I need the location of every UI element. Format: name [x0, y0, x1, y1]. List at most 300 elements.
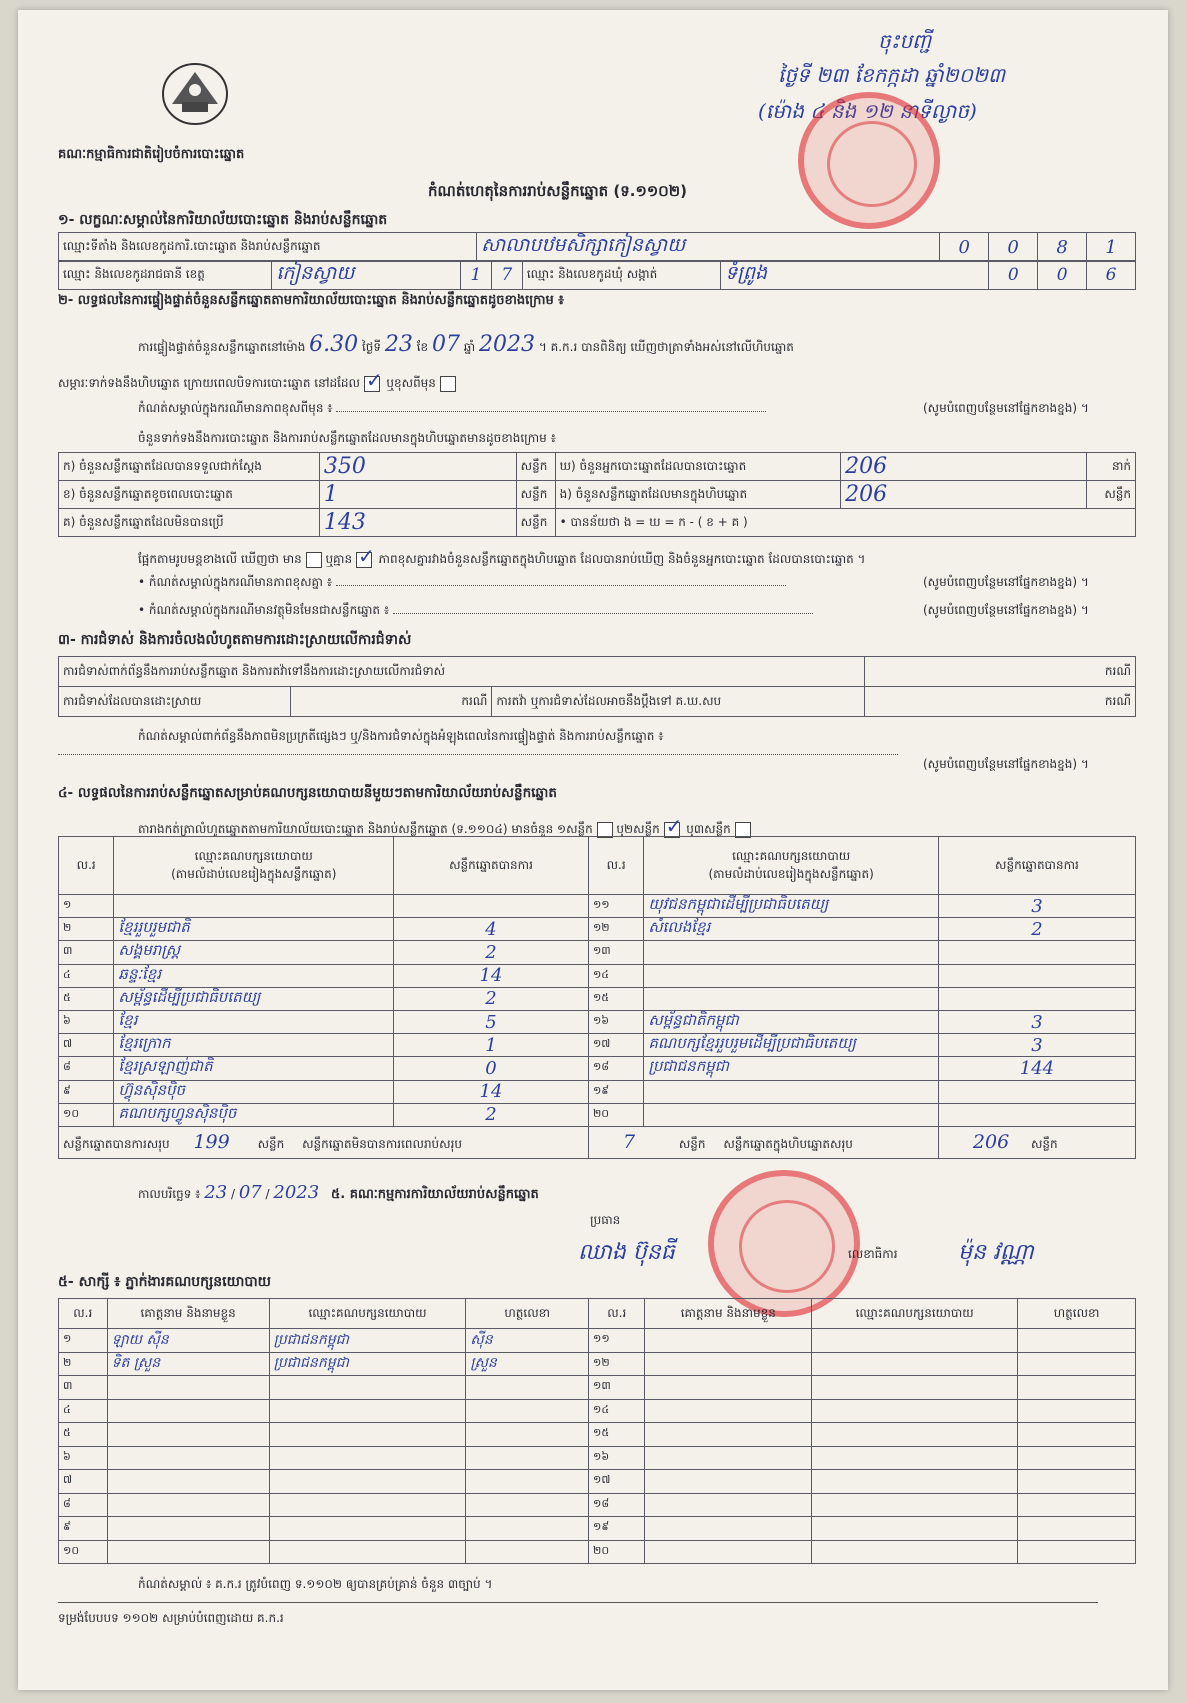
col-no: ល.រ: [59, 837, 114, 895]
witness-row: [59, 1517, 1136, 1541]
complaints-unit: ករណី: [864, 657, 1135, 687]
commune-code-1: 0: [989, 261, 1038, 290]
bullet-nonballot-line: [393, 613, 813, 614]
witness-name: [107, 1446, 269, 1470]
witness-signature: [1018, 1446, 1136, 1470]
party-name: ឆន្ទៈខ្មែរ: [114, 964, 394, 987]
col-votes: សន្លឹកឆ្នោតបានការ: [394, 837, 589, 895]
party-name: ខ្មែរ: [114, 1010, 394, 1033]
commune-label: ឈ្មោះ និងលេខកូដឃុំ សង្កាត់: [522, 261, 720, 290]
different-label: ឬខុសពីមុន: [386, 376, 436, 390]
irregularities-line: [58, 754, 898, 755]
witness-party: ប្រជាជនកម្ពុជា: [269, 1352, 466, 1376]
table-row: [59, 918, 1136, 941]
witness-signature: [466, 1470, 589, 1494]
date-line: កាលបរិច្ឆេទ ៖ 23 / 07 / 2023 ៥. គណៈកម្មការការិយាល័យរាប់សន្លឹកឆ្នោត: [138, 1182, 539, 1203]
in-box-value: 206: [841, 481, 1087, 509]
witness-name: [107, 1517, 269, 1541]
party-name: [644, 964, 939, 987]
station-info-table: [58, 232, 1136, 262]
party-name: សម្ព័ន្ធដើម្បីប្រជាធិបតេយ្យ: [114, 987, 394, 1010]
col-party: [114, 837, 394, 895]
location-table: [58, 260, 1136, 290]
witness-name: [107, 1376, 269, 1400]
party-votes: [938, 941, 1135, 964]
witness-name: [107, 1493, 269, 1517]
difference-note-label: កំណត់សម្គាល់ក្នុងករណីមានភាពខុសពីមុន ៖: [138, 401, 333, 415]
party-name: យុវជនកម្ពុជាដើម្បីប្រជាធិបតេយ្យ: [644, 895, 939, 918]
president-label: ប្រធាន: [590, 1213, 621, 1227]
party-no: ១៥: [588, 987, 643, 1010]
checkmark-icon: ✓: [665, 814, 683, 838]
seal-status-text: សម្ភារៈទាក់ទងនឹងហិបឆ្នោត ក្រោយពេលបិទការបោះឆ្នោត នៅដដែល: [58, 376, 360, 390]
witness-signature: [1018, 1399, 1136, 1423]
witness-party: [812, 1423, 1018, 1447]
witness-signature: [1018, 1493, 1136, 1517]
total-box-unit: សន្លឹក: [1031, 1136, 1058, 1151]
table-row: [59, 1103, 1136, 1126]
table-row: [59, 1080, 1136, 1103]
witness-signature: ស្រួន: [466, 1352, 589, 1376]
total-invalid-label: សន្លឹកឆ្នោតមិនបានការពេលរាប់សរុប: [302, 1136, 463, 1151]
witness-row: [59, 1329, 1136, 1353]
witness-row: [59, 1376, 1136, 1400]
party-name: សម្ព័ន្ធជាតិកម្ពុជា: [644, 1010, 939, 1033]
count-intro: ចំនួនទាក់ទងនឹងការបោះឆ្នោត និងការរាប់សន្លឹកឆ្នោតដែលមានក្នុងហិបឆ្នោតមានដូចខាងក្រោម ៖: [138, 431, 556, 445]
section5-heading: ៥- សាក្សី ៖ ភ្នាក់ងារគណបក្សនយោបាយ: [58, 1274, 272, 1290]
verification-time: 6.30: [309, 332, 359, 357]
president-signature: ឈាង ប៊ុនធី: [578, 1240, 675, 1265]
unused-unit: សន្លឹក: [516, 509, 555, 537]
has-discrepancy-checkbox[interactable]: [306, 552, 322, 568]
witness-party: [812, 1329, 1018, 1353]
party-no: ១: [59, 895, 114, 918]
party-no: ១១: [588, 895, 643, 918]
witness-name: [645, 1423, 812, 1447]
checkmark-icon: ✓: [357, 544, 375, 568]
w-col-no-right: ល.រ: [589, 1299, 645, 1329]
party-no: ១៩: [588, 1080, 643, 1103]
nec-emblem-icon: [158, 58, 232, 128]
discrepancy-line: [138, 544, 865, 569]
party-votes: [938, 987, 1135, 1010]
section3-heading: ៣- ការជំទាស់ និងការចំលងលំហូតតាមការដោះស្រាយលើការជំទាស់: [58, 632, 412, 648]
irregularities-note: កំណត់សម្គាល់ពាក់ព័ន្ធនឹងភាពមិនប្រក្រតីផ្សេងៗ ឬ/និងការជំទាស់ក្នុងអំឡុងពេលនៃការផ្ទៀងផ្ទាត់ និងការរាប់សន្លឹកឆ្នោត ៖: [138, 729, 664, 743]
resolved-label: ការជំទាស់ដែលបានដោះស្រាយ: [59, 687, 291, 717]
witness-no: ១២: [589, 1352, 645, 1376]
fill-back-note-2: (សូមបំពេញបន្ថែមនៅផ្នែកខាងខ្នង) ។: [923, 575, 1089, 589]
received-value: 350: [319, 453, 516, 481]
table-row: [59, 1057, 1136, 1080]
party-no: ៩: [59, 1080, 114, 1103]
in-box-label: ង) ចំនួនសន្លឹកឆ្នោតដែលមានក្នុងហិបឆ្នោត: [555, 481, 840, 509]
discrepancy-none-label: ឬគ្មាន: [325, 552, 353, 566]
witness-party: [269, 1540, 466, 1564]
checkmark-icon: ✓: [365, 368, 383, 392]
spoiled-unit: សន្លឹក: [516, 481, 555, 509]
party-name: សង្គមរាស្ត្រ: [114, 941, 394, 964]
formula: • បានន័យថា ង = ឃ = ក - ( ខ + គ ): [555, 509, 1135, 537]
province-label: ឈ្មោះ និងលេខកូដរាជធានី ខេត្ត: [59, 261, 272, 290]
party-no: ៤: [59, 964, 114, 987]
party-votes: 14: [394, 1080, 589, 1103]
witness-party: [812, 1352, 1018, 1376]
footer-divider: [58, 1602, 1098, 1603]
party-votes: 3: [938, 1010, 1135, 1033]
date-day: 23: [204, 1182, 228, 1203]
bullet-nonballot-label: • កំណត់សម្គាល់ក្នុងករណីមានវត្ថុមិនមែនជាសន្លឹកឆ្នោត ៖: [138, 603, 390, 617]
witness-party: [269, 1446, 466, 1470]
witness-no: ១៤: [589, 1399, 645, 1423]
w-col-party-right: ឈ្មោះគណបក្សនយោបាយ: [812, 1299, 1018, 1329]
witness-no: ១៧: [589, 1470, 645, 1494]
witness-no: ១០: [59, 1540, 108, 1564]
secretary-signature: ម៉ុន វណ្ណា: [958, 1240, 1034, 1265]
witness-name: [107, 1540, 269, 1564]
fill-back-note-3: (សូមបំពេញបន្ថែមនៅផ្នែកខាងខ្នង) ។: [923, 603, 1089, 617]
witness-name: [645, 1493, 812, 1517]
witness-no: ១៨: [589, 1493, 645, 1517]
bullet-diff-label: • កំណត់សម្គាល់ក្នុងករណីមានភាពខុសគ្នា ៖: [138, 575, 333, 589]
bullet-diff: [138, 574, 918, 592]
witness-row: [59, 1470, 1136, 1494]
party-name: [644, 987, 939, 1010]
total-invalid-value: 7: [622, 1130, 636, 1153]
party-no: ៦: [59, 1010, 114, 1033]
month-label: ខែ: [416, 340, 429, 354]
verification-day: 23: [384, 332, 413, 357]
discrepancy-has-label: ផ្អែកតាមរូបមន្តខាងលើ ឃើញថា មាន: [138, 552, 302, 566]
org-name: គណៈកម្មាធិការជាតិរៀបចំការបោះឆ្នោត: [58, 147, 245, 162]
seal-status-line: [58, 368, 456, 393]
station-code-4: 1: [1087, 233, 1136, 262]
w-col-sign: ហត្ថលេខា: [466, 1299, 589, 1329]
party-name: [114, 895, 394, 918]
commune-code-3: 6: [1087, 261, 1136, 290]
party-votes: 2: [938, 918, 1135, 941]
witness-signature: [466, 1446, 589, 1470]
witness-party: [812, 1376, 1018, 1400]
table-row: [59, 987, 1136, 1010]
party-name: [644, 1080, 939, 1103]
party-no: ១៣: [588, 941, 643, 964]
corner-note-2: ថ្ងៃទី ២៣ ខែកក្កដា ឆ្នាំ២០២៣: [778, 63, 1006, 87]
party-no: ១៤: [588, 964, 643, 987]
total-valid-label: សន្លឹកឆ្នោតបានការសរុប: [63, 1136, 170, 1151]
form-note: ទម្រង់បែបបទ ១១០២ សម្រាប់បំពេញដោយ គ.ក.រ: [58, 1611, 284, 1625]
witness-name: [645, 1399, 812, 1423]
witness-party: [269, 1423, 466, 1447]
party-votes: 14: [394, 964, 589, 987]
witness-name: ទិត ស្រួន: [107, 1352, 269, 1376]
witness-signature: [1018, 1540, 1136, 1564]
party-no: ១៨: [588, 1057, 643, 1080]
in-box-unit: សន្លឹក: [1087, 481, 1136, 509]
party-name: ខ្មែរក្រោក: [114, 1034, 394, 1057]
section4-heading: ៤- លទ្ធផលនៃការរាប់សន្លឹកឆ្នោតសម្រាប់គណបក្សនយោបាយនីមួយៗតាមការិយាល័យរាប់សន្លឹកឆ្នោត: [58, 785, 557, 801]
verification-year: 2023: [479, 332, 536, 357]
party-votes: 0: [394, 1057, 589, 1080]
ballot-count-table: [58, 452, 1136, 537]
total-valid-cell: [59, 1126, 589, 1158]
col-votes-right: សន្លឹកឆ្នោតបានការ: [938, 837, 1135, 895]
col-party-sub-right: (តាមលំដាប់លេខរៀងក្នុងសន្លឹកឆ្នោត): [708, 866, 874, 881]
province-code-2: 7: [491, 261, 522, 290]
witness-no: ១៥: [589, 1423, 645, 1447]
time-label: ការផ្ទៀងផ្ទាត់ចំនួនសន្លឹកឆ្នោតនៅម៉ោង: [138, 340, 306, 354]
voters-value: 206: [841, 453, 1087, 481]
station-label: ឈ្មោះទីតាំង និងលេខកូដការិ.បោះឆ្នោត និងរាប់សន្លឹកឆ្នោត: [59, 233, 477, 262]
party-votes: [938, 1080, 1135, 1103]
party-name: គណបក្សហ្វូនស៊ិនប៉ិច: [114, 1103, 394, 1126]
results-table: [58, 836, 1136, 1159]
witness-no: ២: [59, 1352, 108, 1376]
witness-signature: [1018, 1329, 1136, 1353]
w-col-no: ល.រ: [59, 1299, 108, 1329]
committee-label: ៥. គណៈកម្មការការិយាល័យរាប់សន្លឹកឆ្នោត: [331, 1187, 539, 1202]
witness-name: [645, 1517, 812, 1541]
date-label: កាលបរិច្ឆេទ ៖: [138, 1187, 201, 1201]
w-col-name-right: គោត្តនាម និងនាមខ្លួន: [645, 1299, 812, 1329]
witness-signature: [466, 1540, 589, 1564]
party-votes: 5: [394, 1010, 589, 1033]
official-stamp-bottom: [708, 1170, 860, 1317]
party-no: ៥: [59, 987, 114, 1010]
witness-signature: [466, 1493, 589, 1517]
spoiled-value: 1: [319, 481, 516, 509]
col-no-right: ល.រ: [588, 837, 643, 895]
total-box-label: សន្លឹកឆ្នោតក្នុងហិបឆ្នោតសរុប: [723, 1136, 853, 1151]
witness-name: [645, 1352, 812, 1376]
difference-note: [138, 400, 918, 418]
party-votes: 2: [394, 941, 589, 964]
witness-party: [812, 1517, 1018, 1541]
seal-check-text: ។ គ.ក.រ បានពិនិត្យ ឃើញថាត្រាទាំងអស់នៅលើហិបឆ្នោត: [538, 340, 794, 354]
witness-party: [812, 1446, 1018, 1470]
province-name: កៀនស្វាយ: [272, 261, 461, 290]
witness-party: [812, 1470, 1018, 1494]
fill-back-note-1: (សូមបំពេញបន្ថែមនៅផ្នែកខាងខ្នង) ។: [923, 401, 1089, 415]
appeal-label: ការតវ៉ា ឬការជំទាស់ដែលអាចនឹងប្តឹងទៅ គ.ឃ.សប: [492, 687, 864, 717]
witness-no: ៣: [59, 1376, 108, 1400]
witness-signature: [466, 1517, 589, 1541]
witness-signature: [466, 1376, 589, 1400]
party-no: ៨: [59, 1057, 114, 1080]
tally-sheet-text: តារាងកត់ត្រាលំហូតឆ្នោតតាមការិយាល័យបោះឆ្នោត និងរាប់សន្លឹកឆ្នោត (ទ.១១០៤) មានចំនួន ១សន្លឹក: [138, 822, 593, 836]
complaints-label: ការជំទាស់ពាក់ព័ន្ធនឹងការរាប់សន្លឹកឆ្នោត និងការតវ៉ាទៅនឹងការដោះស្រាយលើការជំទាស់: [59, 657, 865, 687]
col-party-sub: (តាមលំដាប់លេខរៀងក្នុងសន្លឹកឆ្នោត): [171, 866, 337, 881]
col-party-title: ឈ្មោះគណបក្សនយោបាយ: [194, 848, 313, 863]
witness-table: [58, 1298, 1136, 1564]
witness-row: [59, 1352, 1136, 1376]
total-box-value: 206: [972, 1130, 1010, 1153]
station-code-3: 8: [1038, 233, 1087, 262]
party-votes: 4: [394, 918, 589, 941]
complaints-table: [58, 656, 1136, 717]
bullet-diff-line: [336, 585, 786, 586]
witness-name: [645, 1329, 812, 1353]
discrepancy-text: ភាពខុសគ្នារវាងចំនួនសន្លឹកឆ្នោតក្នុងហិបឆ្នោត ដែលបានរាប់ឃើញ និងចំនួនអ្នកបោះឆ្នោត ដែលបានបោះឆ្នោត ។: [378, 552, 866, 566]
witness-row: [59, 1423, 1136, 1447]
witness-party: [812, 1540, 1018, 1564]
corner-note-1: ចុះបញ្ជី: [878, 29, 932, 53]
station-code-1: 0: [940, 233, 989, 262]
witness-signature: [1018, 1352, 1136, 1376]
table-row: [59, 941, 1136, 964]
witness-party: [269, 1470, 466, 1494]
date-year: 2023: [273, 1182, 320, 1203]
witness-signature: [1018, 1376, 1136, 1400]
witness-name: [645, 1446, 812, 1470]
province-code-1: 1: [460, 261, 491, 290]
total-valid-unit: សន្លឹក: [257, 1136, 285, 1151]
unused-value: 143: [319, 509, 516, 537]
witness-signature: [1018, 1470, 1136, 1494]
col-party-title-right: ឈ្មោះគណបក្សនយោបាយ: [732, 848, 851, 863]
bullet-nonballot: [138, 602, 918, 620]
spoiled-label: ខ) ចំនួនសន្លឹកឆ្នោតខូចពេលបោះឆ្នោត: [59, 481, 320, 509]
party-votes: 2: [394, 987, 589, 1010]
witness-row: [59, 1446, 1136, 1470]
party-votes: [394, 895, 589, 918]
party-no: ៣: [59, 941, 114, 964]
party-name: គណបក្សខ្មែររួបរួមដើម្បីប្រជាធិបតេយ្យ: [644, 1034, 939, 1057]
commune-name: ទំព្រូង: [721, 261, 989, 290]
party-name: ហ៊្វុនស៊ិនប៉ិច: [114, 1080, 394, 1103]
witness-no: ៥: [59, 1423, 108, 1447]
party-no: ២០: [588, 1103, 643, 1126]
witness-signature: [466, 1423, 589, 1447]
total-invalid-cell: [588, 1126, 938, 1158]
table-row: [59, 895, 1136, 918]
verification-line: [138, 332, 794, 357]
resolved-unit: ករណី: [291, 687, 492, 717]
footnote: កំណត់សម្គាល់ ៖ គ.ក.រ ត្រូវបំពេញ ទ.១១០២ ឲ្យបានគ្រប់គ្រាន់ ចំនួន ៣ច្បាប់ ។: [138, 1577, 493, 1591]
witness-no: ៩: [59, 1517, 108, 1541]
party-votes: 1: [394, 1034, 589, 1057]
witness-no: ១៦: [589, 1446, 645, 1470]
table-row: [59, 1010, 1136, 1033]
party-no: ៧: [59, 1034, 114, 1057]
witness-party: [269, 1376, 466, 1400]
witness-row: [59, 1399, 1136, 1423]
witness-no: ៤: [59, 1399, 108, 1423]
witness-no: ៦: [59, 1446, 108, 1470]
witness-name: [107, 1399, 269, 1423]
received-label: ក) ចំនួនសន្លឹកឆ្នោតដែលបានទទួលជាក់ស្តែង: [59, 453, 320, 481]
witness-name: [645, 1376, 812, 1400]
verification-month: 07: [431, 332, 460, 357]
three-sheets-label: ឬ៣សន្លឹក: [686, 822, 731, 836]
witness-row: [59, 1540, 1136, 1564]
witness-party: [812, 1399, 1018, 1423]
witness-name: [645, 1540, 812, 1564]
witness-party: [812, 1493, 1018, 1517]
form-title: កំណត់ហេតុនៃការរាប់សន្លឹកឆ្នោត (ទ.១១០២): [428, 182, 688, 200]
fill-back-note-4: (សូមបំពេញបន្ថែមនៅផ្នែកខាងខ្នង) ។: [923, 757, 1089, 771]
witness-no: ៨: [59, 1493, 108, 1517]
document-page: [18, 10, 1168, 1690]
secretary-label: លេខាធិការ: [848, 1247, 898, 1261]
party-no: ១០: [59, 1103, 114, 1126]
party-name: [644, 1103, 939, 1126]
witness-no: ២០: [589, 1540, 645, 1564]
voters-label: ឃ) ចំនួនអ្នកបោះឆ្នោតដែលបានបោះឆ្នោត: [555, 453, 840, 481]
w-col-party: ឈ្មោះគណបក្សនយោបាយ: [269, 1299, 466, 1329]
section2-heading: ២- លទ្ធផលនៃការផ្ទៀងផ្ទាត់ចំនួនសន្លឹកឆ្នោតតាមការិយាល័យបោះឆ្នោត និងរាប់សន្លឹកឆ្នោតដូចខាងក្រោម ៖: [58, 293, 564, 308]
witness-no: ១: [59, 1329, 108, 1353]
witness-row: [59, 1493, 1136, 1517]
witness-signature: [466, 1399, 589, 1423]
witness-signature: ស៊ីន: [466, 1329, 589, 1353]
witness-no: ៧: [59, 1470, 108, 1494]
witness-party: [269, 1493, 466, 1517]
party-no: ២: [59, 918, 114, 941]
party-no: ១៦: [588, 1010, 643, 1033]
party-name: ខ្មែររួបរួមជាតិ: [114, 918, 394, 941]
section1-heading: ១- លក្ខណៈសម្គាល់នៃការិយាល័យបោះឆ្នោត និងរាប់សន្លឹកឆ្នោត: [58, 212, 388, 228]
party-votes: 3: [938, 895, 1135, 918]
party-no: ១២: [588, 918, 643, 941]
witness-party: [269, 1517, 466, 1541]
witness-name: [645, 1470, 812, 1494]
station-name: សាលាបឋមសិក្សាកៀនស្វាយ: [477, 233, 940, 262]
day-label: ថ្ងៃទី: [361, 340, 382, 354]
witness-signature: [1018, 1423, 1136, 1447]
voters-unit: នាក់: [1087, 453, 1136, 481]
w-col-sign-right: ហត្ថលេខា: [1018, 1299, 1136, 1329]
table-row: [59, 1034, 1136, 1057]
station-code-2: 0: [989, 233, 1038, 262]
table-row: [59, 964, 1136, 987]
different-checkbox[interactable]: [440, 376, 456, 392]
party-name: ខ្មែរស្រឡាញ់ជាតិ: [114, 1057, 394, 1080]
party-name: សំលេងខ្មែរ: [644, 918, 939, 941]
witness-signature: [1018, 1517, 1136, 1541]
difference-note-line: [336, 411, 766, 412]
party-name: [644, 941, 939, 964]
party-no: ១៧: [588, 1034, 643, 1057]
witness-no: ១១: [589, 1329, 645, 1353]
party-votes: 144: [938, 1057, 1135, 1080]
total-box-cell: [938, 1126, 1135, 1158]
party-votes: 2: [394, 1103, 589, 1126]
witness-party: ប្រជាជនកម្ពុជា: [269, 1329, 466, 1353]
party-votes: 3: [938, 1034, 1135, 1057]
two-sheets-label: ឬ២សន្លឹក: [616, 822, 660, 836]
corner-note-3: (ម៉ោង ៤ និង ១២ នាទីល្ងាច): [758, 99, 977, 123]
party-name: ប្រជាជនកម្ពុជា: [644, 1057, 939, 1080]
date-month: 07: [238, 1182, 262, 1203]
received-unit: សន្លឹក: [516, 453, 555, 481]
appeal-unit: ករណី: [864, 687, 1135, 717]
witness-name: ឡាយ ស៊ីន: [107, 1329, 269, 1353]
witness-name: [107, 1470, 269, 1494]
party-votes: [938, 1103, 1135, 1126]
witness-party: [269, 1399, 466, 1423]
year-label: ឆ្នាំ: [463, 340, 476, 354]
col-party-right: [644, 837, 939, 895]
w-col-name: គោត្តនាម និងនាមខ្លួន: [107, 1299, 269, 1329]
commune-code-2: 0: [1038, 261, 1087, 290]
official-stamp-top: [798, 92, 940, 229]
witness-no: ១៣: [589, 1376, 645, 1400]
party-votes: [938, 964, 1135, 987]
witness-name: [107, 1423, 269, 1447]
witness-no: ១៩: [589, 1517, 645, 1541]
total-invalid-unit: សន្លឹក: [678, 1136, 706, 1151]
unused-label: គ) ចំនួនសន្លឹកឆ្នោតដែលមិនបានប្រើ: [59, 509, 320, 537]
